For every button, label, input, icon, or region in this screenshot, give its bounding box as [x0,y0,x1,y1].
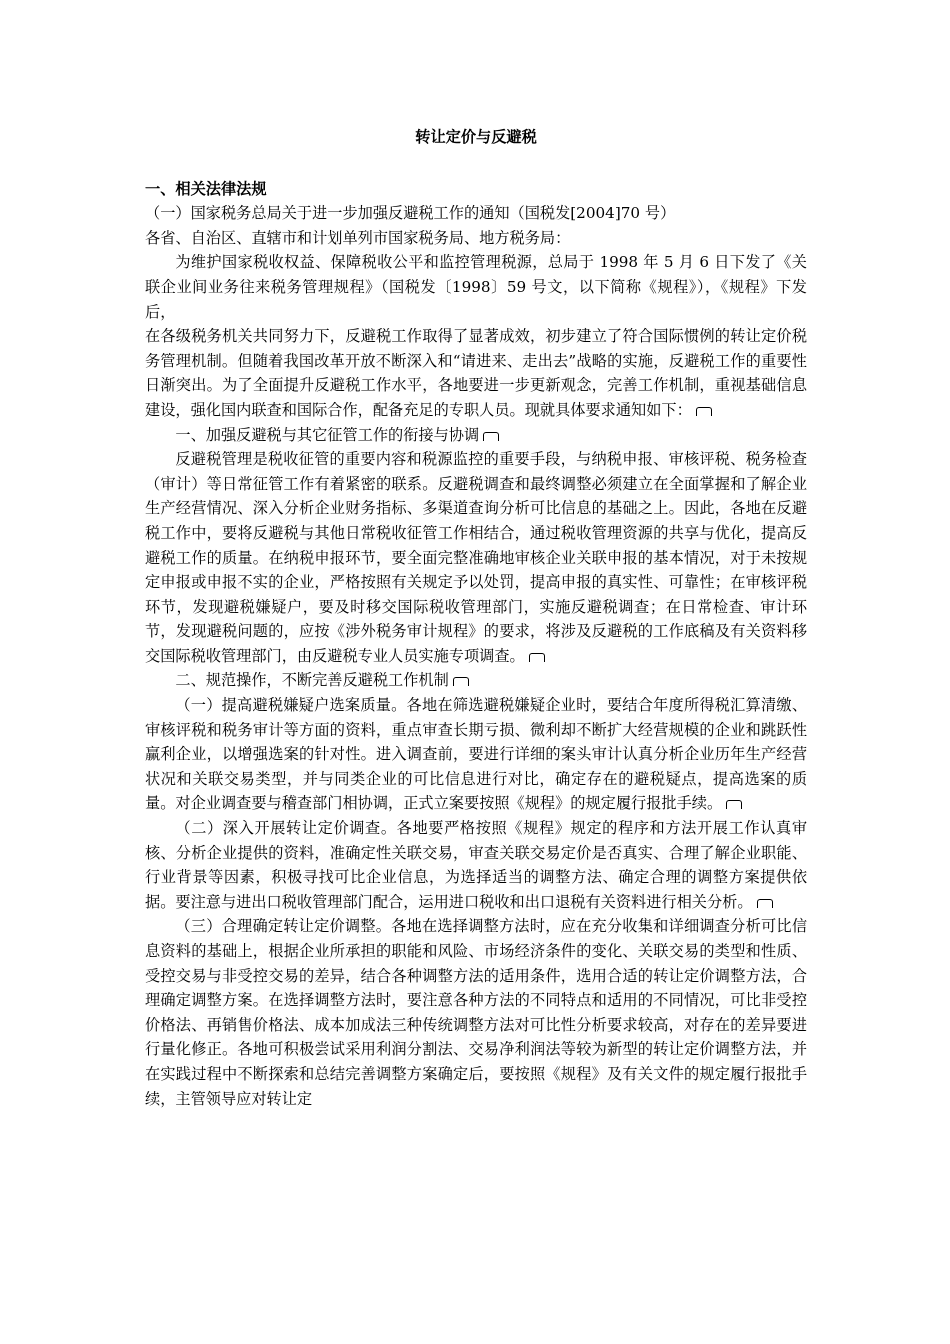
point2-sub3: （三）合理确定转让定价调整。各地在选择调整方法时，应在充分收集和详细调查分析可比信息资料的基础上，根据企业所承担的职能和风险、市场经济条件的变化、关联交易的类型和性质、受控交易与非受控交易的差异，结合各种调整方法的适用条件，选用合适的转让定价调整方法，合理确定调整方案。在选择调整方法时，要注意各种方法的不同特点和适用的不同情况，可比非受控价格法、再销售价格法、成本加成法三种传统调整方法对可比性分析要求较高，对存在的差异要进行量化修正。各地可积极尝试采用利润分割法、交易净利润法等较为新型的转让定价调整方法，并在实践过程中不断探索和总结完善调整方案确定后，要按照《规程》及有关文件的规定履行报批手续，主管领导应对转让定 [145,917,807,1108]
point2-sub2: （二）深入开展转让定价调查。各地要严格按照《规程》规定的程序和方法开展工作认真审核、分析企业提供的资料，准确定性关联交易，审查关联交易定价是否真实、合理了解企业职能、行业背景等因素，积极寻找可比企业信息，为选择适当的调整方法、确定合理的调整方案提供依据。要注意与进出口税收管理部门配合，运用进口税收和出口退税有关资料进行相关分析。 [145,819,807,911]
point2-sub1: （一）提高避税嫌疑户选案质量。各地在筛选避税嫌疑企业时，要结合年度所得税汇算清缴、审核评税和税务审计等方面的资料，重点审查长期亏损、微利却不断扩大经营规模的企业和跳跃性赢利企业，以增强选案的针对性。进入调查前，要进行详细的案头审计认真分析企业历年生产经营状况和关联交易类型，并与同类企业的可比信息进行对比，确定存在的避税疑点，提高选案的质量。对企业调查要与稽查部门相协调，正式立案要按照《规程》的规定履行报批手续。 [145,696,807,813]
notice-title: （一）国家税务总局关于进一步加强反避税工作的通知（国税发[2004]70 号） [145,204,676,223]
intro-paragraph-b: 在各级税务机关共同努力下，反避税工作取得了显著成效，初步建立了符合国际惯例的转让定价税务管理机制。但随着我国改革开放不断深入和“请进来、走出去”战略的实施，反避税工作的重要性日渐突出。为了全面提升反避税工作水平，各地要进一步更新观念，完善工作机制，重视基础信息建设，强化国内联查和国际合作，配备充足的专职人员。现就具体要求通知如下： [145,327,807,419]
point1-body: 反避税管理是税收征管的重要内容和税源监控的重要手段，与纳税申报、审核评税、税务检查（审计）等日常征管工作有着紧密的联系。反避税调查和最终调整必须建立在全面掌握和了解企业生产经营情况、深入分析企业财务指标、多渠道查询分析可比信息的基础之上。因此，各地在反避税工作中，要将反避税与其他日常税收征管工作相结合，通过税收管理资源的共享与优化，提高反避税工作的质量。在纳税申报环节，要全面完整准确地审核企业关联申报的基本情况，对于未按规定申报或申报不实的企业，严格按照有关规定予以处罚，提高申报的真实性、可靠性；在审核评税环节，发现避税嫌疑户，要及时移交国际税收管理部门，实施反避税调查；在日常检查、审计环节，发现避税问题的，应按《涉外税务审计规程》的要求，将涉及反避税的工作底稿及有关资料移交国际税收管理部门，由反避税专业人员实施专项调查。 [145,450,807,665]
intro-paragraph-a: 为维护国家税收权益、保障税收公平和监控管理税源，总局于 1998 年 5 月 6 日下发了《关联企业间业务往来税务管理规程》（国税发〔1998〕59 号文，以下简称《规程》），《规程》下发后， [145,253,807,321]
section-heading: 一、相关法律法规 [145,179,267,198]
point1-heading: 一、加强反避税与其它征管工作的衔接与协调 [145,423,807,448]
document-title: 转让定价与反避税 [415,128,537,146]
paragraph-mark-icon [529,653,545,662]
salutation: 各省、自治区、直辖市和计划单列市国家税务局、地方税务局： [145,228,571,247]
paragraph-mark-icon [757,899,773,908]
paragraph-mark-icon [483,432,499,441]
paragraph-mark-icon [696,407,712,416]
document-page [145,125,807,1111]
paragraph-mark-icon [453,677,469,686]
point2-heading: 二、规范操作，不断完善反避税工作机制 [145,668,807,693]
paragraph-mark-icon [726,800,742,809]
